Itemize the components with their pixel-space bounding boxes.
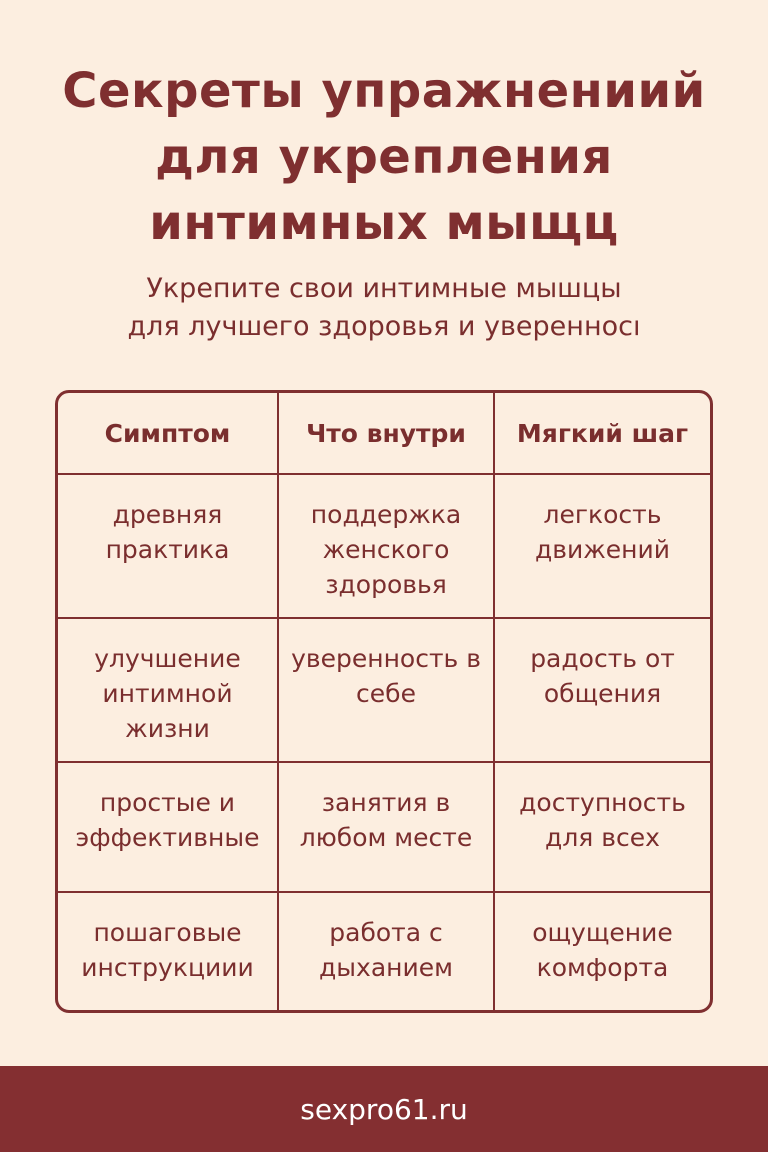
- table-cell: радость от общения: [495, 619, 710, 763]
- table-cell: ощущение комфорта: [532, 918, 673, 982]
- title-line-3: интимных мыщц: [149, 195, 619, 251]
- table-cell: древняя практика: [58, 475, 279, 619]
- subtitle-line-2: для лучшего здоровья и уверенносı: [127, 311, 641, 342]
- table-cell: поддержка женского здоровья: [279, 475, 495, 619]
- table-header-symptom: Симптом: [58, 393, 279, 475]
- table-cell: пошаговые инструкциии: [58, 893, 279, 1010]
- title-line-2: для укрепления: [155, 129, 613, 185]
- table-cell: работа с дыханием: [279, 893, 495, 1010]
- subtitle-line-1: Укрепите свои интимные мышцы: [146, 273, 622, 304]
- table-cell: занятия в любом месте: [279, 763, 495, 893]
- subtitle: [0, 270, 768, 346]
- table-cell: доступность для всех: [495, 763, 710, 893]
- footer-site-link[interactable]: sexpro61.ru: [300, 1092, 468, 1126]
- title-line-1: Секреты упражнениий: [62, 63, 706, 119]
- table-cell: уверенность в себе: [279, 619, 495, 763]
- table-header-inside: Что внутри: [279, 393, 495, 475]
- table-header-soft-step: Мягкий шаг: [495, 393, 710, 475]
- info-table: [55, 390, 713, 1013]
- footer-bar: [0, 1066, 768, 1152]
- table-cell: улучшение интимной жизни: [58, 619, 279, 763]
- table-cell: простые и эффективные: [58, 763, 279, 893]
- table-cell: легкость движений: [495, 475, 710, 619]
- page-title: [0, 58, 768, 256]
